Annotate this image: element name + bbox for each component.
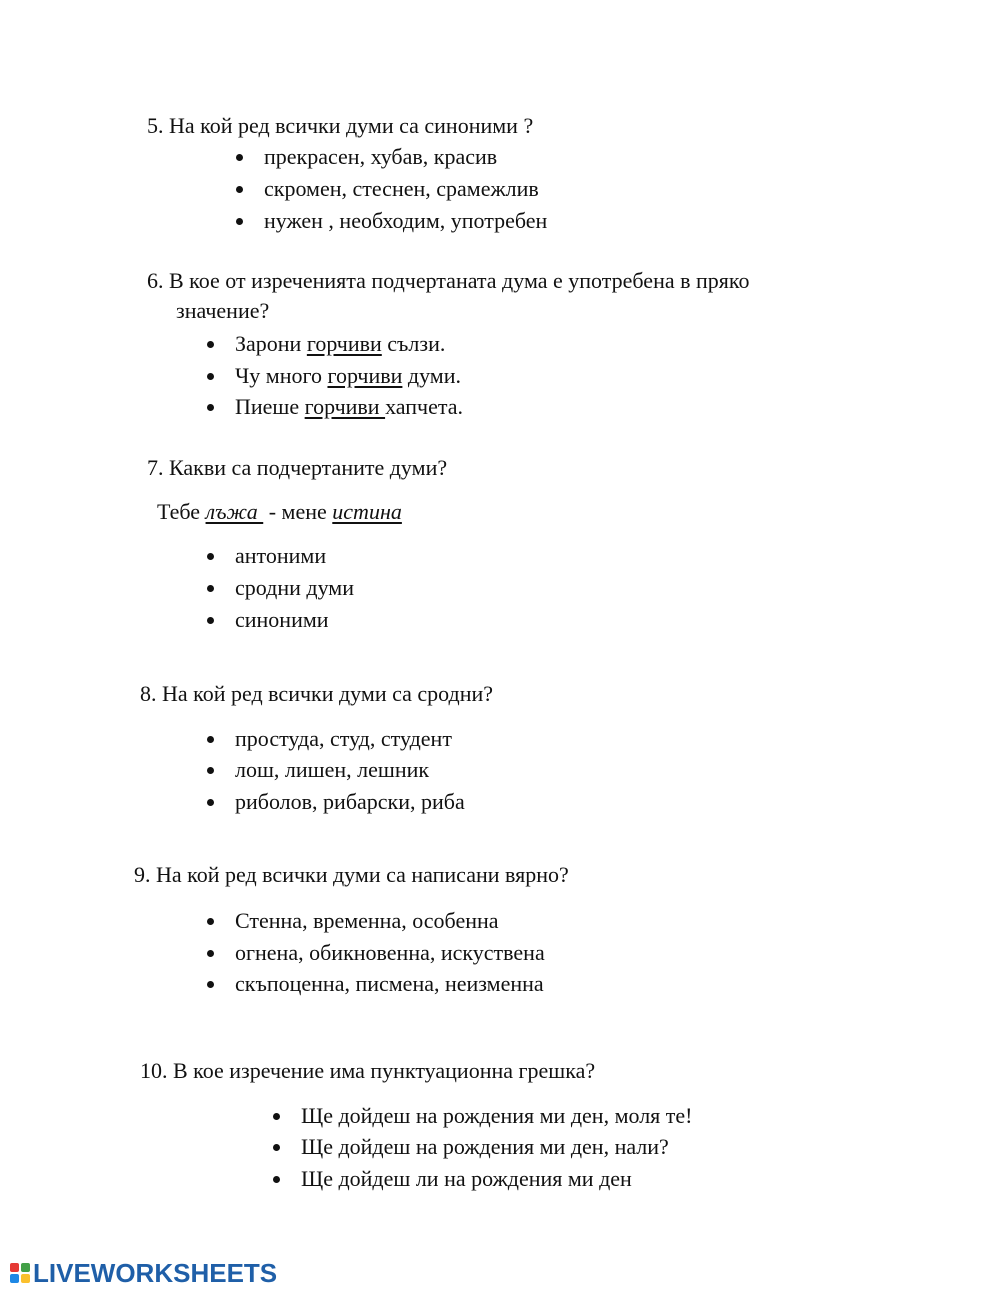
q10-option-3[interactable]: Ще дойдеш ли на рождения ми ден bbox=[301, 1166, 632, 1191]
q7-option-2[interactable]: сродни думи bbox=[235, 575, 354, 600]
q6-option-2-after: думи. bbox=[402, 363, 462, 388]
q6-option-3-before: Пиеше bbox=[235, 394, 305, 419]
q6-option-2-before: Чу много bbox=[235, 363, 328, 388]
q10-option-1[interactable]: Ще дойдеш на рождения ми ден, моля те! bbox=[301, 1103, 693, 1128]
q7-option-3[interactable]: синоними bbox=[235, 607, 329, 632]
q9-question: 9. На кой ред всички думи са написани вярно? bbox=[134, 862, 569, 887]
logo-square-blue bbox=[10, 1274, 19, 1283]
q6-option-1-before: Зарони bbox=[235, 331, 307, 356]
q6-option-1-after: сълзи. bbox=[381, 331, 446, 356]
logo-grid-icon bbox=[10, 1263, 30, 1283]
q8-option-2[interactable]: лош, лишен, лешник bbox=[235, 757, 430, 782]
q5-option-2[interactable]: скромен, стеснен, срамежлив bbox=[264, 176, 539, 201]
q5-option-3[interactable]: нужен , необходим, употребен bbox=[264, 208, 548, 233]
logo-square-red bbox=[10, 1263, 19, 1272]
q7-example-word1: лъжа bbox=[205, 499, 264, 524]
logo-square-yellow bbox=[21, 1274, 30, 1283]
q9-option-1[interactable]: Стенна, временна, особенна bbox=[235, 908, 499, 933]
q8-option-3[interactable]: риболов, рибарски, риба bbox=[235, 789, 465, 814]
q6-option-3[interactable] bbox=[235, 394, 463, 420]
q9-option-3[interactable]: скъпоценна, писмена, неизменна bbox=[235, 971, 544, 996]
q6-option-3-underlined: горчиви bbox=[304, 394, 386, 419]
q7-example bbox=[157, 499, 402, 525]
q6-question-line1: 6. В кое от изреченията подчертаната дума е употребена в пряко bbox=[147, 268, 750, 293]
logo-square-green bbox=[21, 1263, 30, 1272]
liveworksheets-logo[interactable] bbox=[10, 1258, 277, 1288]
q10-option-2[interactable]: Ще дойдеш на рождения ми ден, нали? bbox=[301, 1134, 669, 1159]
q5-option-1[interactable]: прекрасен, хубав, красив bbox=[264, 144, 498, 169]
q7-example-word2: истина bbox=[332, 499, 402, 524]
q8-question: 8. На кой ред всички думи са сродни? bbox=[140, 681, 494, 706]
q5-question: 5. На кой ред всички думи са синоними ? bbox=[147, 113, 534, 138]
q6-question-line2: значение? bbox=[176, 298, 270, 323]
q9-option-2[interactable]: огнена, обикновенна, искуствена bbox=[235, 940, 545, 965]
q6-option-1-underlined: горчиви bbox=[306, 331, 382, 356]
q6-option-3-after: хапчета. bbox=[385, 394, 464, 419]
q6-option-2-underlined: горчиви bbox=[327, 363, 403, 388]
q10-question: 10. В кое изречение има пунктуационна грешка? bbox=[140, 1058, 596, 1083]
q7-example-prefix: Тебе bbox=[157, 499, 206, 524]
q7-option-1[interactable]: антоними bbox=[235, 543, 327, 568]
q7-question: 7. Какви са подчертаните думи? bbox=[147, 455, 448, 480]
q6-option-1[interactable] bbox=[235, 331, 445, 357]
q8-option-1[interactable]: простуда, студ, студент bbox=[235, 726, 452, 751]
q7-example-middle: - мене bbox=[263, 499, 333, 524]
q6-option-2[interactable] bbox=[235, 363, 461, 389]
brand-name: LIVEWORKSHEETS bbox=[33, 1257, 278, 1288]
